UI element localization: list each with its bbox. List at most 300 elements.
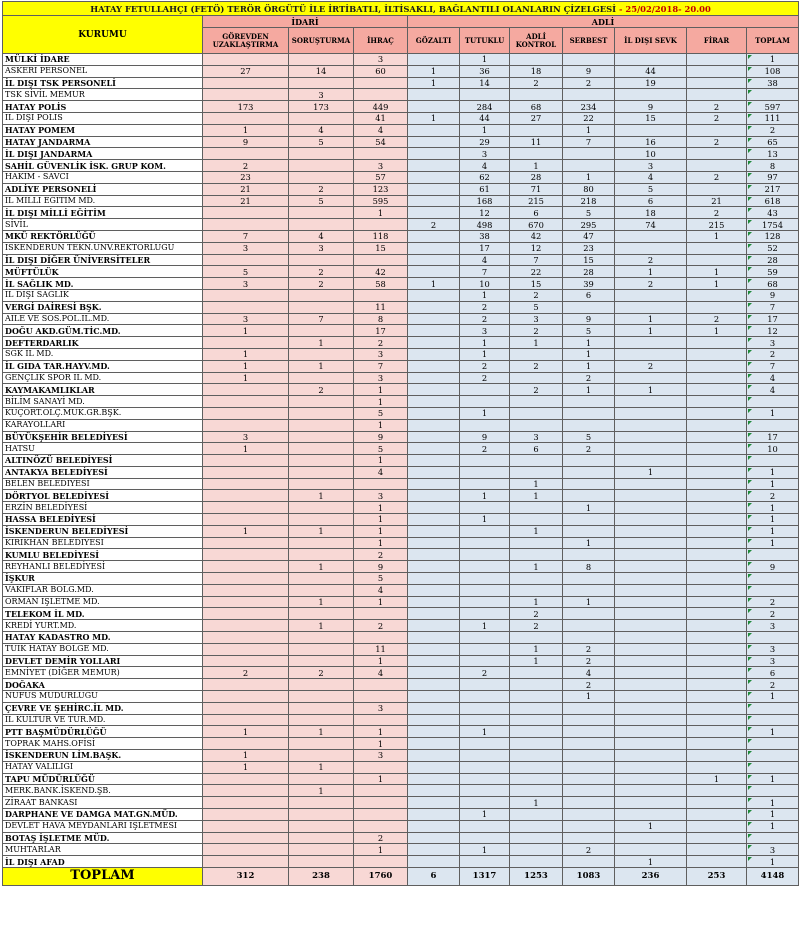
table-row bbox=[3, 856, 799, 868]
value-cell bbox=[615, 502, 687, 514]
value-cell bbox=[460, 832, 510, 844]
value-cell: 1 bbox=[408, 278, 460, 290]
value-cell bbox=[687, 573, 747, 585]
institution-name: HATAY JANDARMA bbox=[3, 136, 203, 148]
institution-name: ERZİN BELEDİYESİ bbox=[3, 502, 203, 514]
value-cell bbox=[203, 856, 289, 868]
value-cell: 1 bbox=[203, 372, 289, 384]
value-cell bbox=[687, 608, 747, 620]
value-cell bbox=[563, 809, 615, 821]
value-cell bbox=[510, 714, 563, 726]
value-cell: 595 bbox=[354, 195, 408, 207]
institution-name: TELEKOM İL MD. bbox=[3, 608, 203, 620]
value-cell bbox=[289, 679, 354, 691]
value-cell bbox=[460, 384, 510, 396]
value-cell bbox=[460, 820, 510, 832]
value-cell bbox=[747, 714, 799, 726]
value-cell bbox=[289, 289, 354, 301]
value-cell: 1 bbox=[354, 596, 408, 608]
value-cell: 4 bbox=[563, 667, 615, 679]
value-cell bbox=[615, 832, 687, 844]
value-cell bbox=[687, 584, 747, 596]
institution-name: TÜİK HATAY BÖLGE MD. bbox=[3, 643, 203, 655]
total-value-cell: 4148 bbox=[747, 867, 799, 885]
value-cell: 1 bbox=[354, 514, 408, 526]
value-cell bbox=[408, 207, 460, 219]
value-cell: 5 bbox=[354, 443, 408, 455]
value-cell bbox=[408, 455, 460, 467]
value-cell bbox=[203, 89, 289, 101]
value-cell bbox=[615, 455, 687, 467]
institution-name: REYHANLI BELEDİYESİ bbox=[3, 561, 203, 573]
value-cell bbox=[203, 254, 289, 266]
value-cell: 10 bbox=[460, 278, 510, 290]
institution-name: SİVİL bbox=[3, 219, 203, 231]
value-cell bbox=[687, 679, 747, 691]
table-row bbox=[3, 584, 799, 596]
value-cell bbox=[289, 537, 354, 549]
value-cell bbox=[289, 148, 354, 160]
feto-report-sheet bbox=[2, 1, 798, 886]
value-cell: 5 bbox=[203, 266, 289, 278]
table-row bbox=[3, 360, 799, 372]
value-cell: 4 bbox=[460, 254, 510, 266]
value-cell: 1 bbox=[615, 856, 687, 868]
value-cell: 1 bbox=[747, 537, 799, 549]
value-cell bbox=[203, 797, 289, 809]
value-cell: 2 bbox=[615, 360, 687, 372]
value-cell: 1 bbox=[289, 620, 354, 632]
value-cell: 2 bbox=[747, 348, 799, 360]
value-cell bbox=[615, 396, 687, 408]
table-row bbox=[3, 289, 799, 301]
value-cell bbox=[563, 714, 615, 726]
value-cell bbox=[408, 313, 460, 325]
value-cell bbox=[408, 183, 460, 195]
institution-name: ZİRAAT BANKASI bbox=[3, 797, 203, 809]
value-cell bbox=[203, 643, 289, 655]
value-cell: 9 bbox=[747, 561, 799, 573]
value-cell bbox=[354, 77, 408, 89]
table-row bbox=[3, 620, 799, 632]
value-cell: 8 bbox=[747, 160, 799, 172]
value-cell bbox=[615, 301, 687, 313]
institution-name: DOĞAKA bbox=[3, 679, 203, 691]
value-cell: 18 bbox=[510, 65, 563, 77]
value-cell: 1 bbox=[203, 124, 289, 136]
value-cell bbox=[563, 466, 615, 478]
value-cell: 4 bbox=[289, 230, 354, 242]
value-cell: 1 bbox=[747, 478, 799, 490]
value-cell: 2 bbox=[615, 278, 687, 290]
value-cell bbox=[408, 561, 460, 573]
value-cell: 2 bbox=[460, 360, 510, 372]
institution-name: BOTAŞ İŞLETME MÜD. bbox=[3, 832, 203, 844]
value-cell: 80 bbox=[563, 183, 615, 195]
value-cell bbox=[408, 537, 460, 549]
value-cell bbox=[203, 54, 289, 66]
value-cell: 12 bbox=[460, 207, 510, 219]
value-cell bbox=[408, 632, 460, 644]
table-row bbox=[3, 396, 799, 408]
value-cell bbox=[615, 809, 687, 821]
value-cell bbox=[460, 584, 510, 596]
value-cell bbox=[289, 643, 354, 655]
value-cell bbox=[408, 360, 460, 372]
column-header: SERBEST bbox=[563, 28, 615, 54]
value-cell: 1 bbox=[460, 726, 510, 738]
value-cell bbox=[408, 726, 460, 738]
value-cell: 9 bbox=[563, 65, 615, 77]
value-cell bbox=[510, 124, 563, 136]
column-header: FİRAR bbox=[687, 28, 747, 54]
table-row bbox=[3, 773, 799, 785]
value-cell bbox=[460, 89, 510, 101]
value-cell bbox=[460, 797, 510, 809]
value-cell: 118 bbox=[354, 230, 408, 242]
column-header: TOPLAM bbox=[747, 28, 799, 54]
value-cell: 1 bbox=[203, 726, 289, 738]
value-cell bbox=[687, 514, 747, 526]
table-row bbox=[3, 348, 799, 360]
value-cell bbox=[408, 490, 460, 502]
value-cell: 1 bbox=[460, 514, 510, 526]
value-cell: 2 bbox=[747, 679, 799, 691]
institution-name: VAKIFLAR BÖLG.MD. bbox=[3, 584, 203, 596]
value-cell bbox=[563, 573, 615, 585]
total-value-cell: 1253 bbox=[510, 867, 563, 885]
value-cell: 5 bbox=[615, 183, 687, 195]
value-cell bbox=[563, 761, 615, 773]
value-cell bbox=[687, 242, 747, 254]
value-cell bbox=[687, 702, 747, 714]
value-cell: 17 bbox=[747, 431, 799, 443]
table-row bbox=[3, 278, 799, 290]
table-row bbox=[3, 502, 799, 514]
value-cell bbox=[687, 301, 747, 313]
institution-name: MKÜ REKTÖRLÜĞÜ bbox=[3, 230, 203, 242]
value-cell bbox=[289, 502, 354, 514]
value-cell bbox=[460, 655, 510, 667]
value-cell: 1 bbox=[687, 278, 747, 290]
value-cell: 2 bbox=[289, 183, 354, 195]
value-cell bbox=[289, 832, 354, 844]
value-cell bbox=[289, 820, 354, 832]
table-row bbox=[3, 466, 799, 478]
value-cell: 59 bbox=[747, 266, 799, 278]
table-row bbox=[3, 549, 799, 561]
value-cell bbox=[289, 219, 354, 231]
value-cell: 3 bbox=[203, 278, 289, 290]
table-row bbox=[3, 643, 799, 655]
value-cell bbox=[203, 407, 289, 419]
value-cell bbox=[687, 160, 747, 172]
institution-name: HASSA BELEDİYESİ bbox=[3, 514, 203, 526]
value-cell: 1 bbox=[687, 773, 747, 785]
value-cell bbox=[289, 514, 354, 526]
value-cell bbox=[203, 832, 289, 844]
value-cell bbox=[408, 419, 460, 431]
value-cell bbox=[563, 478, 615, 490]
table-row bbox=[3, 726, 799, 738]
value-cell: 1 bbox=[615, 325, 687, 337]
value-cell: 6 bbox=[510, 207, 563, 219]
value-cell bbox=[687, 726, 747, 738]
table-row bbox=[3, 254, 799, 266]
value-cell bbox=[615, 750, 687, 762]
table-row bbox=[3, 89, 799, 101]
value-cell bbox=[460, 549, 510, 561]
value-cell bbox=[203, 691, 289, 703]
value-cell: 128 bbox=[747, 230, 799, 242]
value-cell bbox=[460, 691, 510, 703]
value-cell: 1 bbox=[747, 820, 799, 832]
value-cell bbox=[747, 738, 799, 750]
value-cell bbox=[687, 785, 747, 797]
value-cell bbox=[289, 160, 354, 172]
value-cell: 3 bbox=[615, 160, 687, 172]
value-cell: 2 bbox=[510, 77, 563, 89]
value-cell bbox=[563, 773, 615, 785]
value-cell bbox=[354, 856, 408, 868]
value-cell bbox=[687, 337, 747, 349]
table-row bbox=[3, 54, 799, 66]
value-cell: 1 bbox=[563, 124, 615, 136]
value-cell: 4 bbox=[615, 171, 687, 183]
value-cell bbox=[687, 537, 747, 549]
value-cell: 41 bbox=[354, 112, 408, 124]
value-cell: 42 bbox=[354, 266, 408, 278]
value-cell: 58 bbox=[354, 278, 408, 290]
value-cell bbox=[510, 844, 563, 856]
value-cell bbox=[510, 820, 563, 832]
value-cell bbox=[687, 466, 747, 478]
value-cell bbox=[563, 620, 615, 632]
total-value-cell: 253 bbox=[687, 867, 747, 885]
value-cell: 1 bbox=[563, 691, 615, 703]
value-cell bbox=[289, 655, 354, 667]
table-row bbox=[3, 337, 799, 349]
value-cell bbox=[408, 337, 460, 349]
value-cell: 217 bbox=[747, 183, 799, 195]
total-value-cell: 238 bbox=[289, 867, 354, 885]
value-cell bbox=[615, 714, 687, 726]
value-cell bbox=[687, 407, 747, 419]
value-cell: 14 bbox=[460, 77, 510, 89]
value-cell: 234 bbox=[563, 101, 615, 113]
value-cell: 1 bbox=[460, 620, 510, 632]
value-cell: 295 bbox=[563, 219, 615, 231]
column-header: GÖZALTI bbox=[408, 28, 460, 54]
column-header: GÖREVDEN UZAKLAŞTIRMA bbox=[203, 28, 289, 54]
value-cell bbox=[354, 289, 408, 301]
total-value-cell: 6 bbox=[408, 867, 460, 885]
value-cell bbox=[408, 525, 460, 537]
table-row bbox=[3, 301, 799, 313]
value-cell bbox=[563, 54, 615, 66]
institution-name: DEFTERDARLIK bbox=[3, 337, 203, 349]
value-cell: 3 bbox=[354, 750, 408, 762]
value-cell: 2 bbox=[510, 384, 563, 396]
value-cell: 13 bbox=[747, 148, 799, 160]
value-cell: 1 bbox=[408, 77, 460, 89]
value-cell: 9 bbox=[354, 431, 408, 443]
value-cell: 1 bbox=[510, 478, 563, 490]
value-cell bbox=[203, 679, 289, 691]
value-cell bbox=[615, 372, 687, 384]
value-cell: 2 bbox=[563, 77, 615, 89]
institution-name: TSK SİVİL MEMUR bbox=[3, 89, 203, 101]
table-row bbox=[3, 667, 799, 679]
value-cell: 74 bbox=[615, 219, 687, 231]
header-idari: İDARİ bbox=[203, 16, 408, 28]
value-cell: 5 bbox=[563, 207, 615, 219]
value-cell: 4 bbox=[354, 584, 408, 596]
value-cell bbox=[563, 525, 615, 537]
value-cell bbox=[510, 407, 563, 419]
value-cell: 23 bbox=[563, 242, 615, 254]
value-cell: 1 bbox=[615, 466, 687, 478]
value-cell bbox=[354, 714, 408, 726]
value-cell: 1 bbox=[510, 525, 563, 537]
value-cell: 3 bbox=[203, 242, 289, 254]
value-cell bbox=[203, 584, 289, 596]
value-cell bbox=[354, 691, 408, 703]
value-cell: 11 bbox=[354, 301, 408, 313]
value-cell bbox=[615, 337, 687, 349]
value-cell bbox=[289, 396, 354, 408]
value-cell bbox=[615, 738, 687, 750]
value-cell bbox=[408, 160, 460, 172]
value-cell: 1 bbox=[747, 773, 799, 785]
value-cell: 2 bbox=[460, 313, 510, 325]
value-cell bbox=[460, 714, 510, 726]
table-row bbox=[3, 655, 799, 667]
value-cell: 12 bbox=[510, 242, 563, 254]
report-date: - 25/02/2018- 20.00 bbox=[616, 3, 711, 14]
table-row bbox=[3, 750, 799, 762]
value-cell bbox=[408, 443, 460, 455]
value-cell: 11 bbox=[510, 136, 563, 148]
table-row bbox=[3, 219, 799, 231]
institution-name: BÜYÜKŞEHİR BELEDİYESİ bbox=[3, 431, 203, 443]
value-cell bbox=[354, 608, 408, 620]
value-cell: 173 bbox=[203, 101, 289, 113]
value-cell bbox=[687, 643, 747, 655]
value-cell bbox=[408, 785, 460, 797]
value-cell bbox=[408, 266, 460, 278]
value-cell bbox=[510, 372, 563, 384]
value-cell bbox=[615, 537, 687, 549]
value-cell bbox=[408, 844, 460, 856]
value-cell: 3 bbox=[747, 620, 799, 632]
value-cell bbox=[460, 773, 510, 785]
value-cell: 8 bbox=[354, 313, 408, 325]
value-cell: 1 bbox=[460, 289, 510, 301]
value-cell bbox=[408, 797, 460, 809]
report-table bbox=[2, 1, 799, 886]
value-cell bbox=[687, 372, 747, 384]
value-cell: 68 bbox=[747, 278, 799, 290]
institution-name: ALTINÖZÜ BELEDİYESİ bbox=[3, 455, 203, 467]
value-cell bbox=[615, 761, 687, 773]
value-cell bbox=[615, 797, 687, 809]
value-cell bbox=[354, 809, 408, 821]
value-cell bbox=[354, 219, 408, 231]
value-cell bbox=[289, 478, 354, 490]
value-cell: 38 bbox=[460, 230, 510, 242]
value-cell bbox=[687, 820, 747, 832]
value-cell bbox=[408, 608, 460, 620]
value-cell bbox=[460, 537, 510, 549]
value-cell bbox=[687, 549, 747, 561]
value-cell bbox=[510, 584, 563, 596]
institution-name: HAKİM - SAVCI bbox=[3, 171, 203, 183]
value-cell bbox=[408, 478, 460, 490]
value-cell bbox=[687, 832, 747, 844]
value-cell bbox=[510, 419, 563, 431]
value-cell: 5 bbox=[289, 136, 354, 148]
value-cell bbox=[203, 738, 289, 750]
value-cell bbox=[510, 667, 563, 679]
value-cell bbox=[203, 620, 289, 632]
value-cell bbox=[203, 455, 289, 467]
table-row bbox=[3, 112, 799, 124]
value-cell bbox=[687, 490, 747, 502]
value-cell: 3 bbox=[354, 160, 408, 172]
value-cell bbox=[460, 856, 510, 868]
value-cell bbox=[563, 632, 615, 644]
value-cell: 9 bbox=[747, 289, 799, 301]
value-cell: 43 bbox=[747, 207, 799, 219]
value-cell bbox=[747, 549, 799, 561]
value-cell: 2 bbox=[747, 596, 799, 608]
table-row bbox=[3, 266, 799, 278]
value-cell bbox=[563, 396, 615, 408]
value-cell: 1 bbox=[203, 525, 289, 537]
value-cell: 1 bbox=[460, 844, 510, 856]
value-cell: 1 bbox=[289, 360, 354, 372]
table-row bbox=[3, 148, 799, 160]
value-cell bbox=[289, 809, 354, 821]
value-cell bbox=[289, 691, 354, 703]
value-cell: 21 bbox=[687, 195, 747, 207]
value-cell bbox=[687, 478, 747, 490]
value-cell bbox=[687, 620, 747, 632]
value-cell bbox=[203, 301, 289, 313]
value-cell bbox=[408, 856, 460, 868]
institution-name: GENÇLİK SPOR İL MD. bbox=[3, 372, 203, 384]
institution-name: İL DIŞI JANDARMA bbox=[3, 148, 203, 160]
table-row bbox=[3, 101, 799, 113]
institution-name: İL DIŞI MİLLİ EĞİTİM bbox=[3, 207, 203, 219]
value-cell: 3 bbox=[289, 89, 354, 101]
institution-name: İL GIDA TAR.HAYV.MD. bbox=[3, 360, 203, 372]
value-cell bbox=[563, 160, 615, 172]
value-cell bbox=[615, 785, 687, 797]
value-cell bbox=[203, 466, 289, 478]
value-cell bbox=[615, 667, 687, 679]
value-cell: 4 bbox=[747, 372, 799, 384]
value-cell bbox=[615, 596, 687, 608]
value-cell bbox=[563, 832, 615, 844]
value-cell bbox=[289, 443, 354, 455]
value-cell: 2 bbox=[460, 667, 510, 679]
value-cell: 44 bbox=[615, 65, 687, 77]
value-cell bbox=[687, 77, 747, 89]
value-cell bbox=[408, 596, 460, 608]
value-cell bbox=[408, 466, 460, 478]
